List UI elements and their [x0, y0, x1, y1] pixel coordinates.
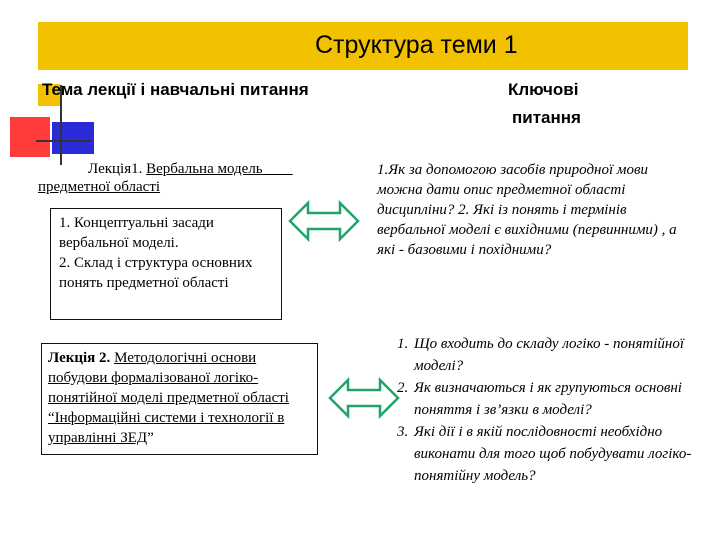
lecture1-item: 1. Концептуальні засади вербальної моделі. — [59, 215, 214, 251]
lecture1-item: 2. Склад і структура основних понять предметної області — [59, 255, 253, 291]
lecture2-title-part1: Методологічні основи — [114, 350, 257, 366]
lecture1-title — [38, 160, 338, 196]
lecture2-title-end: ” — [147, 430, 154, 446]
key-question-item: 3. Які дії і в якій послідовності необхідно виконати для того щоб побудувати логіко-понятійну модель? — [412, 421, 715, 487]
lecture2-label: Лекція 2. — [48, 350, 111, 366]
left-column-heading: Тема лекції і навчальні питання — [42, 80, 309, 99]
lecture2-box — [41, 343, 318, 455]
right-column-heading-line2: питання — [512, 108, 581, 127]
lecture2-title-part2: побудови формалізованої логіко-понятійної моделі предметної області “Інформаційні системи і технології в управлінні ЗЕД — [48, 370, 289, 446]
decor-blue-square — [52, 122, 94, 154]
decor-horizontal-line — [36, 140, 91, 142]
lecture1-title-part2: предметної області — [38, 179, 161, 195]
key-questions-2 — [380, 333, 715, 487]
right-column-heading-line1: Ключові — [508, 80, 579, 99]
key-questions-1: 1.Як за допомогою засобів природної мови можна дати опис предметної області дисципліни? 2. Які із понять і термінів вербальної моделі є вихідними (первинними) , а які - базовими і похідними? — [377, 162, 677, 258]
decor-red-square — [10, 117, 50, 157]
key-question-item: 2. Як визначаються і як групуються основні поняття і зв’язки в моделі? — [412, 377, 715, 421]
slide-title: Структура теми 1 — [315, 31, 518, 59]
lecture1-questions-box — [50, 208, 282, 320]
lecture1-label: Лекція1. — [88, 161, 143, 177]
lecture1-title-part1: Вербальна модель — [146, 161, 263, 177]
double-arrow-icon — [288, 200, 360, 242]
key-question-item: 1. Що входить до складу логіко - понятійної моделі? — [412, 333, 715, 377]
